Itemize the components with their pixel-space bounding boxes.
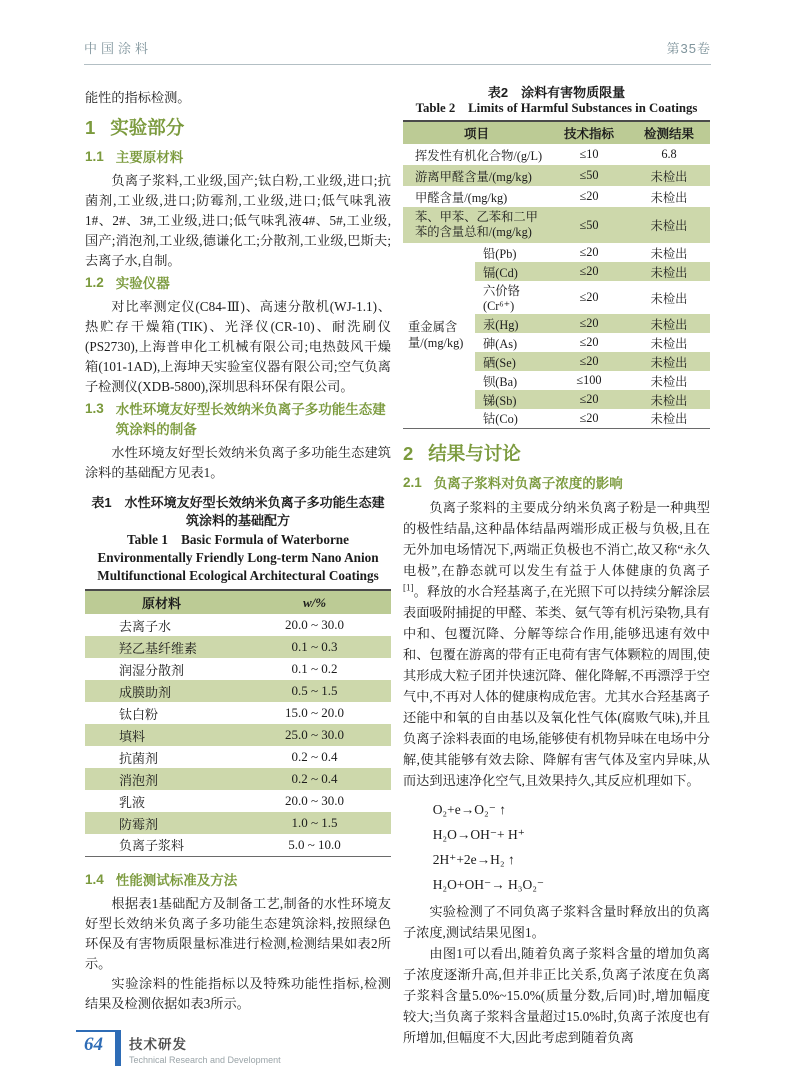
column-header: 技术指标 xyxy=(550,121,628,144)
section-number: 1.2 xyxy=(85,275,104,290)
page-number-box xyxy=(76,1030,115,1060)
volume-number: 第35卷 xyxy=(666,41,711,56)
section-title: 水性环境友好型长效纳米负离子多功能生态建筑涂料的制备 xyxy=(115,402,386,437)
anion-mechanism-paragraph xyxy=(403,497,710,791)
equation-line: H₂O+OH⁻→ H₃O₂⁻ xyxy=(432,876,545,892)
table-row: 游离甲醛含量/(mg/kg) ≤50 未检出 xyxy=(403,165,710,186)
table-row: 去离子水 20.0 ~ 30.0 xyxy=(119,617,345,634)
table-row: 成膜助剂 0.5 ~ 1.5 xyxy=(85,680,391,702)
table-2-header xyxy=(403,121,710,144)
section-number: 1.3 xyxy=(85,401,104,416)
table-row: 锑(Sb) ≤20 未检出 xyxy=(403,390,710,409)
table-row: 甲醛含量/(mg/kg) ≤20 未检出 xyxy=(415,189,688,205)
footer-divider-bar xyxy=(115,1030,121,1066)
section-title: 性能测试标准及方法 xyxy=(115,872,238,888)
table-row: 防霉剂 1.0 ~ 1.5 xyxy=(85,812,391,834)
table-1-header xyxy=(85,590,391,614)
section-number: 1.1 xyxy=(85,149,104,164)
table-row: 镉(Cd) ≤20 未检出 xyxy=(403,262,710,281)
table-row: 乳液 20.0 ~ 30.0 xyxy=(119,793,345,810)
table-2-caption-en: Table 2 Limits of Harmful Substances in Coatings xyxy=(415,101,698,115)
test-standards-paragraph: 根据表1基础配方及制备工艺,制备的水性环境友好型长效纳米负离子多功能生态建筑涂料,按照绿色环保及有害物质限量标准进行检测,检测结果如表2所示。 xyxy=(85,895,391,971)
section-1-1-heading xyxy=(85,148,391,168)
table-row: 苯、甲苯、乙苯和二甲苯的含量总和/(mg/kg) ≤50 未检出 xyxy=(403,207,710,243)
results-discussion-paragraph: 由图1可以看出,随着负离子浆料含量的增加负离子浓度逐渐升高,但并非正比关系,负离子浓度在负离子浆料含量5.0%~15.0%(质量分数,后同)时,增加幅度较大;当负离子浆料含量超过15.0%时,负离子浓度也有所增加,但幅度不大,因此考虑到随着负离 xyxy=(403,945,710,1045)
page-footer xyxy=(76,1030,281,1066)
section-title: 结果与讨论 xyxy=(428,442,521,464)
table-2-caption-zh: 表2 涂料有害物质限量 xyxy=(487,85,626,100)
table-row: 钛白粉 15.0 ~ 20.0 xyxy=(119,705,345,722)
section-title: 负离子浆料对负离子浓度的影响 xyxy=(433,475,623,491)
table-row: 润湿分散剂 0.1 ~ 0.2 xyxy=(119,661,338,678)
column-header: 检测结果 xyxy=(628,121,710,144)
test-indicators-paragraph: 实验涂料的性能指标以及特殊功能性指标,检测结果及检测依据如表3所示。 xyxy=(85,975,391,1011)
raw-materials-paragraph: 负离子浆料,工业级,国产;钛白粉,工业级,进口;抗菌剂,工业级,进口;防霉剂,工业级,进口;低气味乳液1#、2#、3#,工业级,进口;低气味乳液4#、5#,工业级,国产;消泡剂,工业级,德谦化工;分散剂,工业级,巴斯夫;去离子水,自制。 xyxy=(85,173,391,268)
equation-line: O₂+e→O₂⁻ ↑ xyxy=(432,801,506,817)
page-number: 64 xyxy=(84,1034,103,1055)
equation-line: 2H⁺+2e→H₂ ↑ xyxy=(432,851,515,867)
section-1-4-heading xyxy=(85,871,391,891)
table-row: 重金属含量/(mg/kg) 铅(Pb) ≤20 未检出 xyxy=(403,243,710,262)
section-title: 实验部分 xyxy=(110,117,185,138)
section-1-3-heading xyxy=(85,400,391,440)
column-header: 项目 xyxy=(403,121,550,144)
section-number: 2 xyxy=(403,442,414,464)
table-row: 负离子浆料 5.0 ~ 10.0 xyxy=(119,836,341,854)
section-number: 1 xyxy=(85,117,96,138)
section-number: 2.1 xyxy=(403,474,422,490)
reaction-equations xyxy=(433,797,710,897)
citation-reference: [1] xyxy=(403,582,414,593)
preparation-paragraph: 水性环境友好型长效纳米负离子多功能生态建筑涂料的基础配方见表1。 xyxy=(85,445,391,480)
running-header xyxy=(84,38,711,65)
table-row: 钡(Ba) ≤100 未检出 xyxy=(483,373,688,389)
section-1-heading xyxy=(85,115,391,141)
equation-line: H₂O→OH⁻+ H⁺ xyxy=(432,826,525,842)
table-row: 汞(Hg) ≤20 未检出 xyxy=(403,314,710,333)
table-row: 填料 25.0 ~ 30.0 xyxy=(85,724,391,746)
right-column xyxy=(403,85,710,1048)
footer-section-title: 技术研发 xyxy=(129,1037,187,1052)
section-1-2-heading xyxy=(85,274,391,294)
table-row: 钴(Co) ≤20 未检出 xyxy=(483,410,688,427)
table-1-caption-en: Table 1 Basic Formula of Waterborne Environmentally Friendly Long-term Nano Anion Multifunctional Ecological Architectural Coatings xyxy=(97,532,379,583)
journal-name: 中国涂料 xyxy=(84,41,153,56)
column-header: 原材料 xyxy=(85,590,238,614)
table-row: 消泡剂 0.2 ~ 0.4 xyxy=(85,768,391,790)
table-row: 挥发性有机化合物/(g/L) ≤10 6.8 xyxy=(415,147,677,163)
heavy-metals-group-label: 重金属含量/(mg/kg) xyxy=(403,243,475,428)
figure-reference-paragraph: 实验检测了不同负离子浆料含量时释放出的负离子浓度,测试结果见图1。 xyxy=(403,903,710,940)
footer-section xyxy=(129,1030,281,1065)
left-column xyxy=(85,88,391,1014)
footer-section-subtitle: Technical Research and Development xyxy=(129,1055,281,1065)
table-row: 砷(As) ≤20 未检出 xyxy=(483,335,688,351)
section-2-1-heading xyxy=(403,474,710,494)
table-row: 羟乙基纤维素 0.1 ~ 0.3 xyxy=(85,636,391,658)
section-title: 实验仪器 xyxy=(115,276,170,291)
table-2 xyxy=(403,120,710,429)
paragraph-text: 负离子浆料的主要成分纳米负离子粉是一种典型的极性结晶,这种晶体结晶两端形成正极与负极,且在无外加电场情况下,两端正负极也不消亡,故又称“永久电极”,在静态就可以发生有益于人体健康的负离子 xyxy=(403,499,710,578)
table-row: 抗菌剂 0.2 ~ 0.4 xyxy=(119,749,338,766)
paragraph-text: 。释放的水合羟基离子,在光照下可以持续分解涂层表面吸附捕捉的甲醛、苯类、氨气等有机污染物,具有中和、包覆沉降、分解等综合作用,能够迅速有效中和、包覆在游离的带有正电荷有害气体颗粒的周围,使其形成大粒子团并快速沉降、催化降解,不再漂浮于空气中,不再对人体的健康构成危害。尤其水合羟基离子还能中和氧的自由基以及氧化性气体(腐败气味),并且负离子涂料表面的电场,能够使有机物异味在电场中分解,使其能够有效去除、降解有害气体及室内异味,从而达到迅速净化空气,且效果持久,其反应机理如下。 xyxy=(403,583,710,788)
column-header: w/% xyxy=(238,590,391,614)
instruments-paragraph: 对比率测定仪(C84-Ⅲ)、高速分散机(WJ-1.1)、热贮存干燥箱(TIK)、光泽仪(CR-10)、耐洗刷仪(PS2730),上海普申化工机械有限公司;电热鼓风干燥箱(101-1AD),上海坤天实验室仪器有限公司;空气负离子检测仪(XDB-5800),深圳思科环保有限公司。 xyxy=(85,299,391,394)
table-1 xyxy=(85,589,391,857)
table-row: 六价铬(Cr⁶⁺) ≤20 未检出 xyxy=(483,284,688,313)
table-1-caption-zh: 表1 水性环境友好型长效纳米负离子多功能生态建筑涂料的基础配方 xyxy=(91,495,385,528)
intro-continuation-text: 能性的指标检测。 xyxy=(85,90,191,105)
table-row: 硒(Se) ≤20 未检出 xyxy=(403,352,710,371)
section-2-heading xyxy=(403,441,710,467)
section-title: 主要原材料 xyxy=(115,150,184,165)
section-number: 1.4 xyxy=(85,871,104,887)
